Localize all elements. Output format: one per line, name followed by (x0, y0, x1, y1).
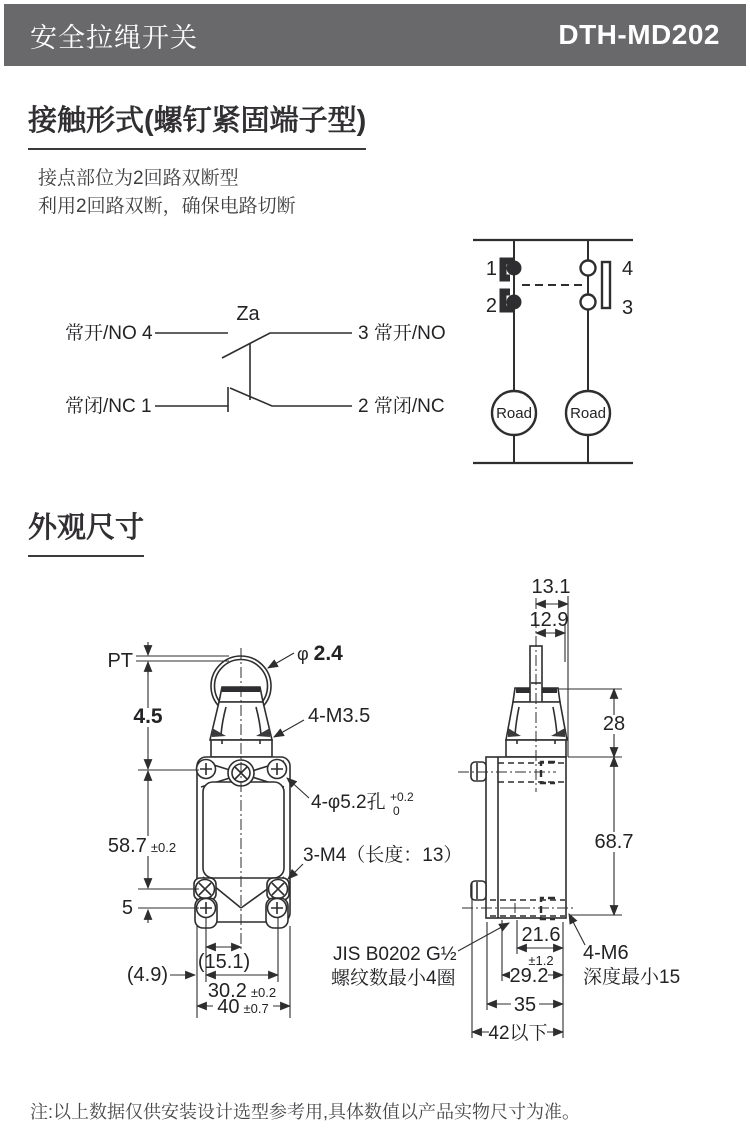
side-view (458, 598, 574, 919)
load-right (566, 391, 610, 435)
phi-symbol: φ (297, 644, 309, 664)
no-contact-symbol (581, 261, 611, 310)
dim-21-6-label: 21.6 (521, 924, 561, 946)
ring-diameter-label (297, 642, 343, 665)
dim-40-tol: ±0.7 (243, 1001, 269, 1016)
contact-description (38, 165, 296, 221)
dim-40-value: 40 (217, 996, 240, 1018)
za-label: Za (236, 303, 260, 325)
model-number: DTH-MD202 (558, 19, 720, 50)
dim-29-2-label: 29.2 (509, 965, 549, 987)
front-view (194, 648, 290, 952)
no-right-label: 3 常开/NO (358, 323, 446, 344)
terminal-1-label: 1 (485, 258, 497, 280)
dim-28-label: 28 (602, 713, 626, 735)
callout-hole-tol-sub: 0 (393, 804, 400, 818)
nc-right-label: 2 常闭/NC (358, 396, 445, 417)
dim-35-label: 35 (513, 994, 537, 1016)
dim-5-label: 5 (121, 897, 133, 919)
terminal-4-label: 4 (622, 258, 634, 280)
load-left (492, 391, 536, 435)
dim-12-9-label: 12.9 (529, 609, 569, 631)
nc-left-label: 常闭/NC 1 (65, 396, 152, 417)
contact-schematic (40, 293, 485, 453)
dim-68-7-label: 68.7 (594, 831, 634, 853)
callout-hole-label: 4-φ5.2孔 (311, 792, 386, 813)
dimension-drawings (0, 570, 750, 1060)
dim-58-7-value: 58.7 (107, 835, 147, 857)
dim-30-2-value: 30.2 (207, 980, 247, 1002)
callout-m6-label: 4-M6 (583, 942, 629, 964)
dim-15-1-label: (15.1) (197, 951, 251, 973)
head-cone-side (506, 702, 567, 757)
dimension-texts (107, 576, 680, 1044)
callout-m6-note: 深度最小15 (583, 967, 681, 988)
nc-contact-symbol (503, 261, 522, 310)
contact-desc-line1: 接点部位为2回路双断型 (38, 168, 239, 189)
contact-section-title: 接触形式(螺钉紧固端子型) (28, 98, 366, 150)
callout-jis-line1: JIS B0202 G½ (333, 944, 457, 965)
dim-58-7-tol: ±0.2 (150, 840, 177, 855)
terminal-3-label: 3 (622, 297, 634, 319)
terminal-2-label: 2 (485, 295, 497, 317)
schematic-lines (155, 333, 352, 412)
dim-30-2-tol: ±0.2 (250, 985, 277, 1000)
dim-4-9-label: (4.9) (126, 964, 168, 986)
product-title: 安全拉绳开关 (30, 22, 198, 53)
ring-diameter-value: 2.4 (313, 642, 343, 665)
callout-jis-line2: 螺纹数最小4圈 (331, 968, 456, 989)
header-bar (4, 4, 746, 66)
terminal-diagram (440, 225, 700, 475)
load-right-label: Road (570, 405, 606, 422)
dimensions-section-title: 外观尺寸 (28, 505, 144, 557)
no-left-label: 常开/NO 4 (65, 323, 153, 344)
pt-label: PT (107, 650, 133, 672)
contact-desc-line2: 利用2回路双断，确保电路切断 (38, 196, 296, 217)
callout-hole-tol-sup: +0.2 (390, 790, 414, 804)
footer-note: 注:以上数据仅供安装设计选型参考用,具体数值以产品实物尺寸为准。 (30, 1102, 580, 1122)
dim-13-1-label: 13.1 (531, 576, 571, 598)
dim-4-5-label: 4.5 (133, 705, 163, 728)
dim-42-label: 42以下 (488, 1023, 548, 1044)
callout-m35-label: 4-M3.5 (308, 705, 371, 727)
callout-m4-label: 3-M4（长度：13） (303, 845, 463, 866)
dim-29-2-tol: ±1.2 (528, 953, 554, 968)
switch-body-side (471, 757, 566, 918)
load-left-label: Road (496, 405, 532, 422)
